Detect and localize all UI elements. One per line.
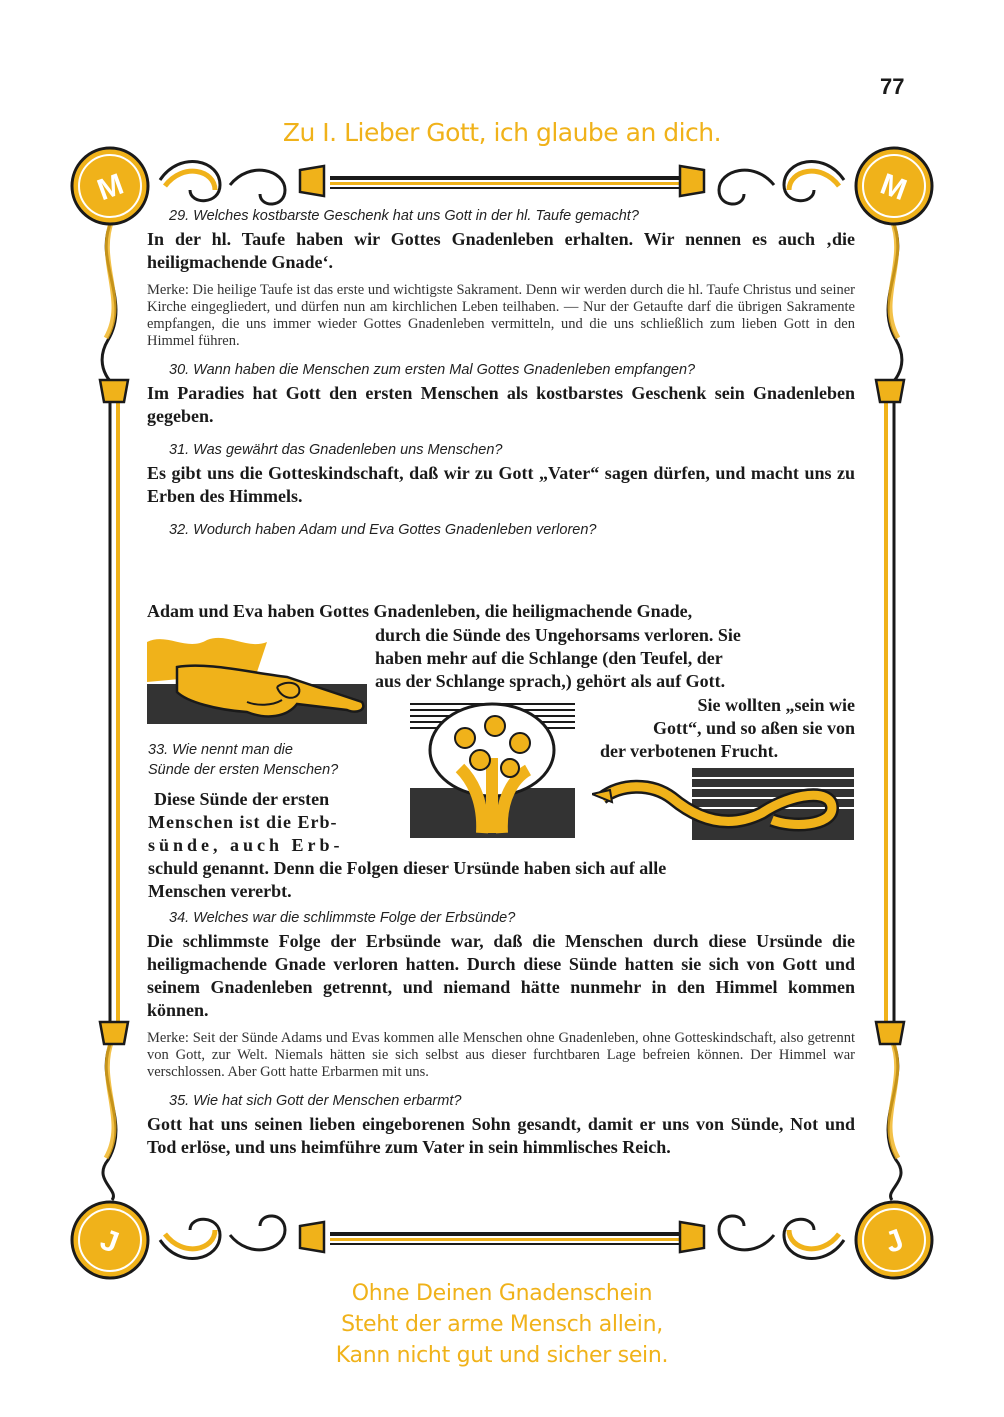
answer-33-line-1: Diese Sünde der ersten bbox=[154, 789, 330, 809]
question-33-line-2: Sünde der ersten Menschen? bbox=[148, 762, 339, 778]
answer-33-line-5: Menschen vererbt. bbox=[148, 881, 292, 901]
corner-letter-tl: M bbox=[93, 167, 128, 208]
answer-30: Im Paradies hat Gott den ersten Menschen als kostbarstes Geschenk sein Gnadenleben gegeben. bbox=[147, 383, 855, 426]
answer-33-line-3: sünde, auch Erb- bbox=[148, 835, 344, 855]
hand-of-god-illustration bbox=[147, 632, 367, 724]
page-number: 77 bbox=[880, 74, 905, 99]
answer-32-line-7: der verbotenen Frucht. bbox=[600, 741, 779, 761]
answer-32-line-3: haben mehr auf die Schlange (den Teufel, der bbox=[375, 648, 723, 668]
answer-35: Gott hat uns seinen lieben eingeborenen Sohn gesandt, damit er uns von Sünde, Not und Tod erlöse, und uns heimführe zum Vater in sein himmlisches Reich. bbox=[147, 1114, 855, 1157]
section-34-35 bbox=[147, 910, 855, 1159]
answer-34: Die schlimmste Folge der Erbsünde war, daß die Menschen durch diese Ursünde die heiligmachende Gnade verloren hatten. Durch diese Sünde hatten sie sich von Gott und seinem Gnadenleben getrennt, und niemand hätte nunmehr in den Himmel kommen können. bbox=[147, 931, 855, 1020]
corner-letter-br: J bbox=[881, 1223, 908, 1260]
verse-line-3: Kann nicht gut und sicher sein. bbox=[335, 1343, 669, 1368]
serpent-illustration bbox=[592, 768, 854, 840]
footer-verse bbox=[0, 1278, 1004, 1371]
answer-32-line-6: Gott“, und so aßen sie von bbox=[652, 718, 855, 738]
question-33-line-1: 33. Wie nennt man die bbox=[148, 742, 293, 758]
corner-letter-tr: M bbox=[876, 167, 911, 208]
answer-32-line-2: durch die Sünde des Ungehorsams verloren. Sie bbox=[375, 625, 741, 645]
note-34: Merke: Seit der Sünde Adams und Evas kommen alle Menschen ohne Gnadenleben, ohne Gotteskindschaft, also getrennt von Gott, zur Welt. Niemals hätten sie sich selbst aus dieser furchtbaren Lage befreien können. Der Himmel war verschlossen. Aber Gott hatte Erbarmen mit uns. bbox=[147, 1030, 855, 1080]
catechism-body bbox=[147, 208, 855, 542]
corner-letter-bl: J bbox=[96, 1223, 123, 1260]
page-title: Zu I. Lieber Gott, ich glaube an dich. bbox=[282, 118, 722, 147]
answer-31: Es gibt uns die Gotteskindschaft, daß wir zu Gott „Vater“ sagen dürfen, und macht uns zu Erben des Himmels. bbox=[147, 463, 855, 506]
question-29: 29. Welches kostbarste Geschenk hat uns Gott in der hl. Taufe gemacht? bbox=[169, 208, 639, 224]
question-32: 32. Wodurch haben Adam und Eva Gottes Gnadenleben verloren? bbox=[169, 522, 597, 538]
note-29: Merke: Die heilige Taufe ist das erste und wichtigste Sakrament. Denn wir werden durch die hl. Taufe Christus und seiner Kirche eingegliedert, und dürfen nun am kirchlichen Leben teilhaben. — Nur der Getaufte darf die übrigen Sakramente empfangen, die uns immer wieder Gottes Gnadenleben vermitteln, und die uns schließlich zum lieben Gott in den Himmel führen. bbox=[147, 282, 855, 349]
apple-tree-illustration bbox=[410, 698, 575, 838]
question-31: 31. Was gewährt das Gnadenleben uns Menschen? bbox=[169, 442, 503, 458]
answer-32-line-5: Sie wollten „sein wie bbox=[697, 695, 855, 715]
answer-29: In der hl. Taufe haben wir Gottes Gnadenleben erhalten. Wir nennen es auch ‚die heiligmachende Gnade‘. bbox=[147, 229, 855, 272]
question-30: 30. Wann haben die Menschen zum ersten Mal Gottes Gnadenleben empfangen? bbox=[169, 362, 696, 378]
verse-line-1: Ohne Deinen Gnadenschein bbox=[351, 1281, 653, 1306]
verse-line-2: Steht der arme Mensch allein, bbox=[341, 1312, 663, 1337]
answer-32-line-1: Adam und Eva haben Gottes Gnadenleben, die heiligmachende Gnade, bbox=[147, 601, 693, 621]
answer-33-line-2: Menschen ist die Erb- bbox=[148, 812, 338, 832]
answer-32-line-4: aus der Schlange sprach,) gehört als auf Gott. bbox=[375, 671, 726, 691]
question-34: 34. Welches war die schlimmste Folge der Erbsünde? bbox=[169, 910, 516, 926]
answer-33-line-4: schuld genannt. Denn die Folgen dieser Ursünde haben sich auf alle bbox=[148, 858, 667, 878]
question-35: 35. Wie hat sich Gott der Menschen erbarmt? bbox=[169, 1093, 462, 1109]
